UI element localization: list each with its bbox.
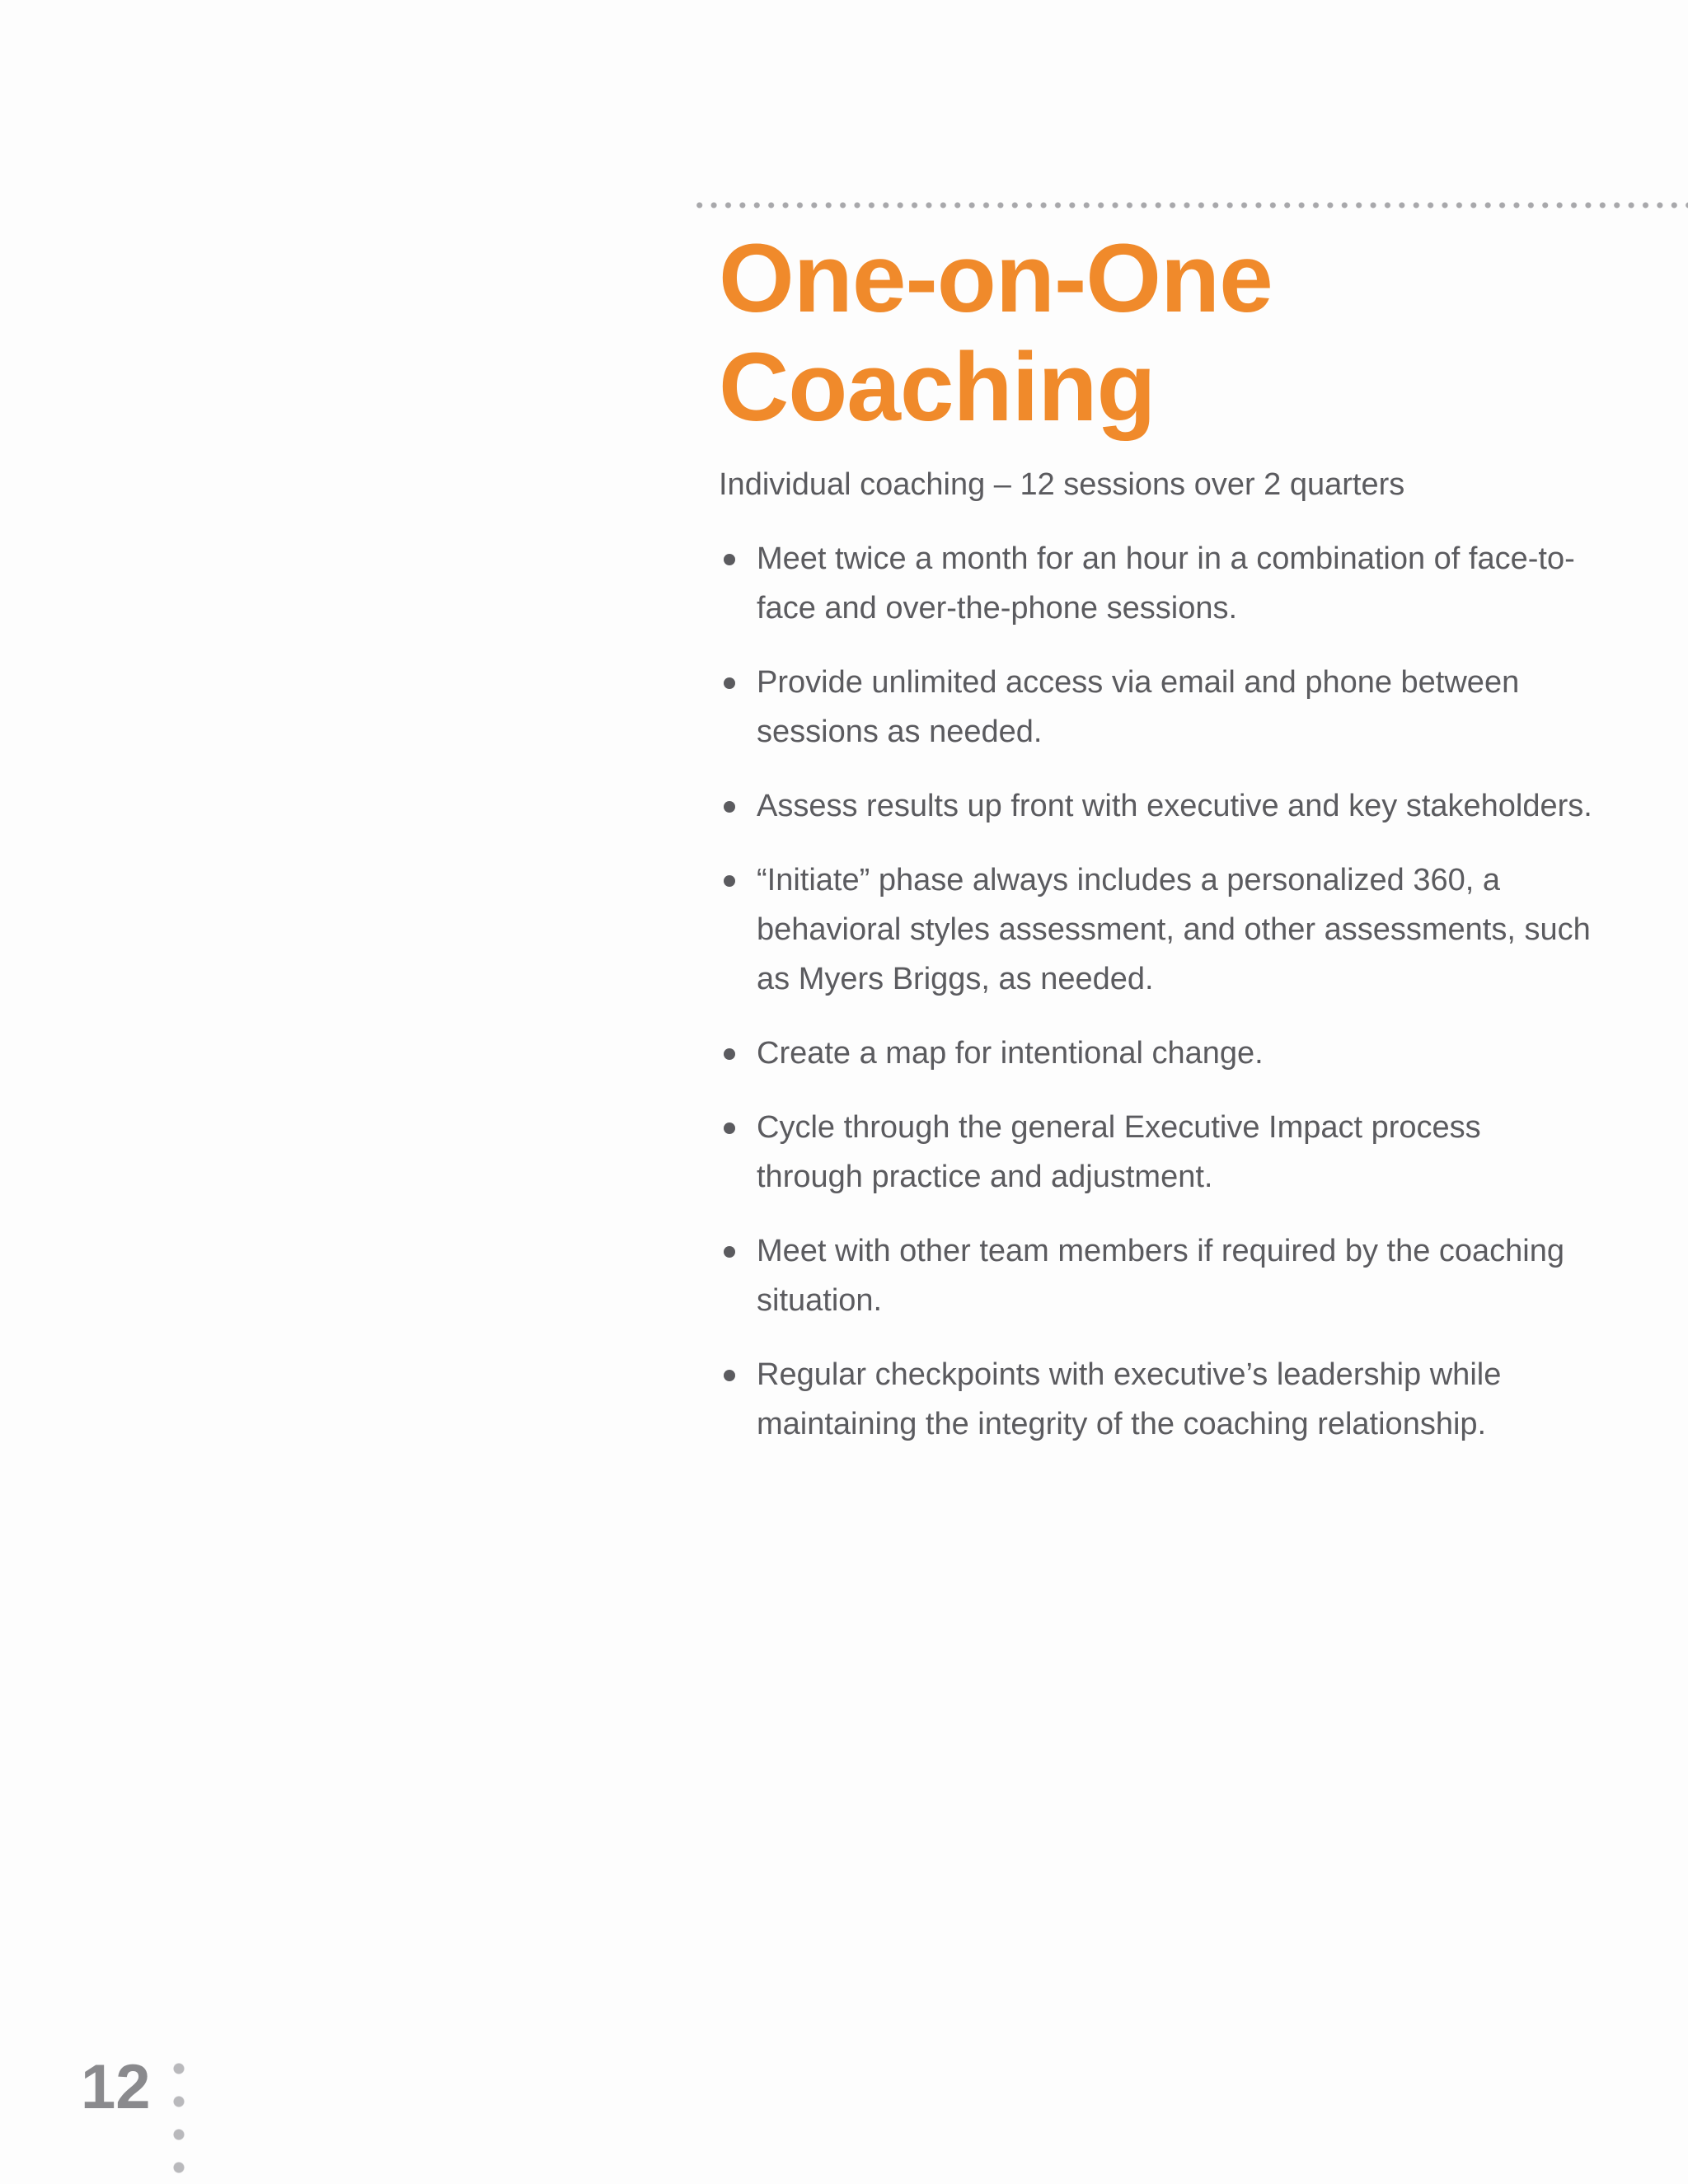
list-item — [719, 1226, 1592, 1325]
page-number: 12 — [81, 2052, 151, 2122]
list-item — [719, 534, 1592, 633]
list-item — [719, 658, 1592, 757]
list-item-text: Regular checkpoints with executive’s leadership while maintaining the integrity of the coaching relationship. — [757, 1357, 1502, 1441]
bullet-icon — [724, 1370, 735, 1381]
dotted-divider — [692, 200, 1688, 210]
bullet-icon — [724, 875, 735, 887]
list-item-text: Assess results up front with executive and key stakeholders. — [757, 789, 1592, 823]
bullet-icon — [724, 1246, 735, 1258]
list-item-text: Create a map for intentional change. — [757, 1036, 1264, 1071]
list-item — [719, 1103, 1592, 1202]
bullet-icon — [724, 1048, 735, 1060]
bullet-icon — [724, 1122, 735, 1134]
vertical-dots-decoration — [172, 2052, 185, 2184]
list-item-text: “Initiate” phase always includes a personalized 360, a behavioral styles assessment, and other assessments, such as Myers Briggs, as needed. — [757, 863, 1591, 996]
list-item-text: Meet with other team members if required by the coaching situation. — [757, 1234, 1565, 1318]
list-item-text: Provide unlimited access via email and phone between sessions as needed. — [757, 665, 1520, 749]
page-title-line-1: One-on-One — [719, 224, 1273, 333]
bullet-list — [719, 534, 1592, 1474]
page-title — [719, 224, 1273, 442]
page-title-line-2: Coaching — [719, 333, 1156, 442]
list-item — [719, 1350, 1592, 1449]
bullet-icon — [724, 554, 735, 565]
list-item-text: Meet twice a month for an hour in a combination of face-to-face and over-the-phone sessions. — [757, 541, 1575, 626]
list-item — [719, 855, 1592, 1004]
list-item — [719, 1029, 1592, 1078]
bullet-icon — [724, 801, 735, 813]
list-item — [719, 781, 1592, 831]
list-item-text: Cycle through the general Executive Impact process through practice and adjustment. — [757, 1110, 1481, 1194]
subtitle: Individual coaching – 12 sessions over 2 quarters — [719, 467, 1405, 502]
bullet-icon — [724, 677, 735, 689]
